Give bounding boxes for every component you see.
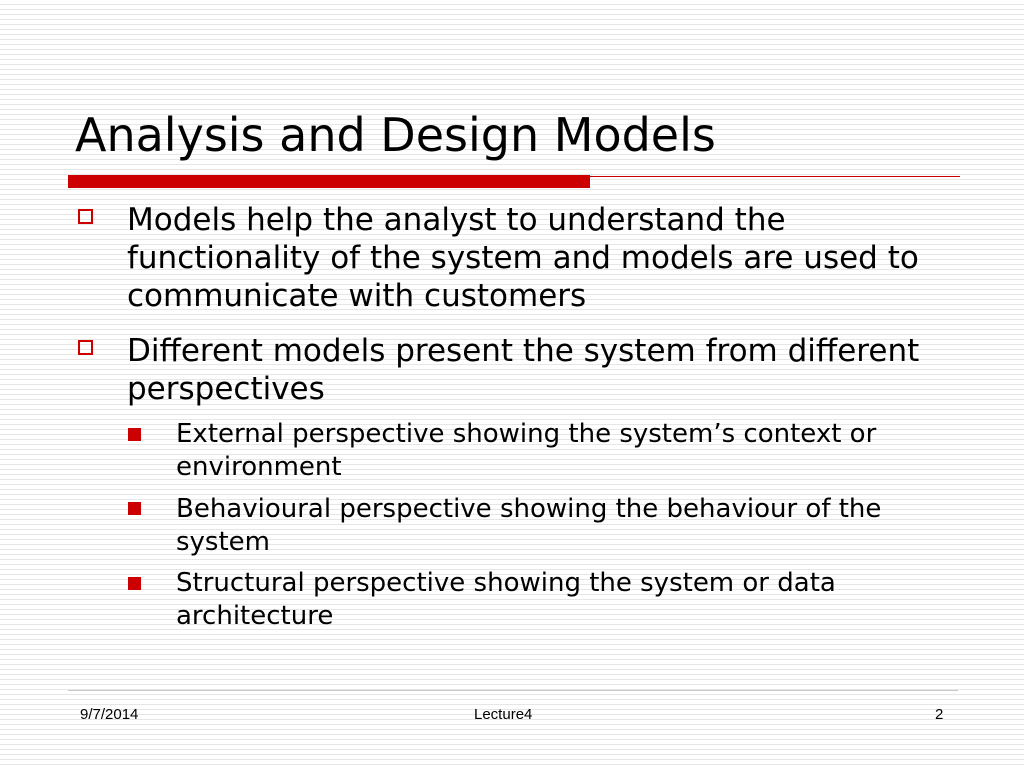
sub-bullet-text: Behavioural perspective showing the behaviour of the system xyxy=(176,494,882,557)
filled-square-bullet-icon xyxy=(128,502,141,515)
footer-divider xyxy=(68,690,958,691)
slide-number: 2 xyxy=(935,706,944,723)
footer-date: 9/7/2014 xyxy=(80,706,139,723)
hollow-square-bullet-icon xyxy=(78,340,93,355)
sub-bullet-text: Structural perspective showing the system or data architecture xyxy=(176,568,836,631)
footer-title: Lecture4 xyxy=(474,706,533,723)
hollow-square-bullet-icon xyxy=(78,209,93,224)
filled-square-bullet-icon xyxy=(128,577,141,590)
slide-title: Analysis and Design Models xyxy=(75,108,716,162)
bullet-text: Different models present the system from different perspectives xyxy=(127,333,920,407)
sub-bullet-text: External perspective showing the system’s context or environment xyxy=(176,419,877,482)
bullet-text: Models help the analyst to understand the functionality of the system and models are used to communicate with customers xyxy=(127,202,919,314)
filled-square-bullet-icon xyxy=(128,428,141,441)
